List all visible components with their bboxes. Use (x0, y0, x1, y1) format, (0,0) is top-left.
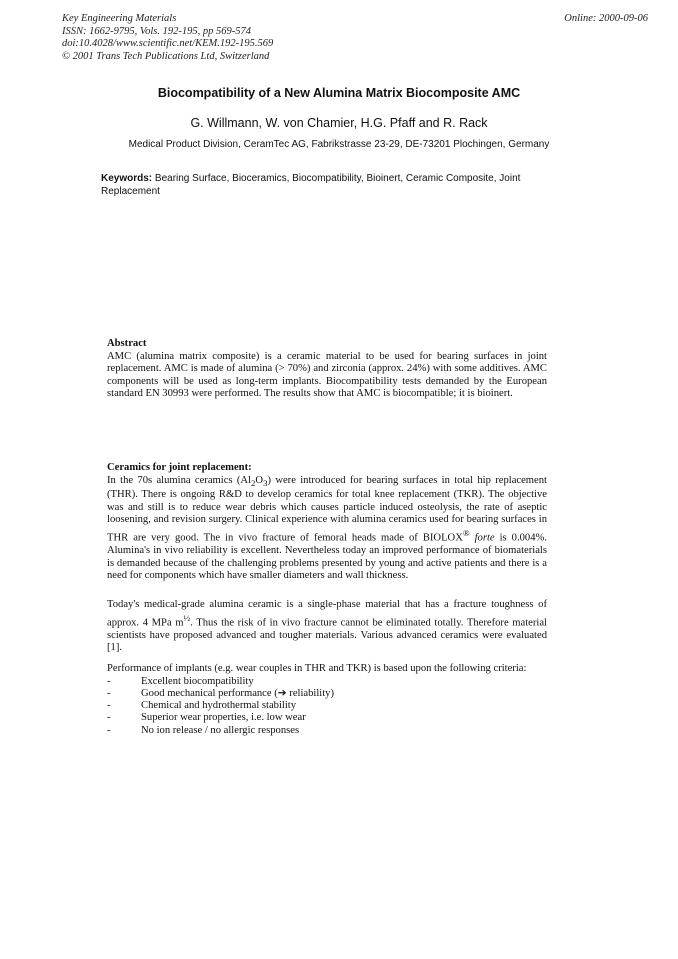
ceramics-paragraph-1 (107, 475, 547, 583)
online-date: Online: 2000-09-06 (564, 13, 648, 24)
p2-text-b: . Thus the risk of in vivo fracture cannot be eliminated totally. Therefore material scientists have proposed advanced and tougher materials. Various advanced ceramics were evaluated [1]. (107, 617, 547, 654)
p1-text-a: In the 70s alumina ceramics (Al (107, 474, 251, 486)
criteria-item (107, 712, 547, 724)
p1-text-d: is 0.004%. Alumina's in vivo reliability is excellent. Nevertheless today an improved performance of biomaterials is demanded because of the challenging problems presented by young and active patients and there is a need for components which have smaller diameters and wall thickness. (107, 532, 547, 582)
criteria-text: Good mechanical performance (➔ reliability) (141, 687, 335, 699)
bullet-dash: - (107, 675, 111, 687)
p1-sub-3: 3 (263, 477, 268, 488)
abstract-text: AMC (alumina matrix composite) is a ceramic material to be used for bearing surfaces in joint replacement. AMC is made of alumina (> 70%) and zirconia (approx. 24%) with some additives. AMC components will be used as long-term implants. Biocompatibility tests demanded by the European standard EN 30993 were performed. The results show that AMC is biocompatible; it is bioinert. (107, 350, 547, 400)
p2-text (107, 599, 547, 655)
paper-authors: G. Willmann, W. von Chamier, H.G. Pfaff and R. Rack (190, 116, 488, 130)
criteria-text: Superior wear properties, i.e. low wear (141, 712, 306, 724)
paper-affiliation: Medical Product Division, CeramTec AG, Fabrikstrasse 23-29, DE-73201 Plochingen, Germany (128, 139, 550, 150)
criteria-text: Excellent biocompatibility (141, 675, 254, 687)
criteria-text: Chemical and hydrothermal stability (141, 700, 297, 712)
bullet-dash: - (107, 712, 111, 724)
keywords-text: Bearing Surface, Bioceramics, Biocompatibility, Bioinert, Ceramic Composite, Joint Replacement (101, 173, 521, 197)
criteria-list (107, 676, 547, 737)
issn-line: ISSN: 1662-9795, Vols. 192-195, pp 569-574 (62, 25, 251, 37)
bullet-dash: - (107, 687, 111, 699)
abstract-heading: Abstract (107, 338, 147, 349)
paper-title: Biocompatibility of a New Alumina Matrix Biocomposite AMC (157, 86, 521, 100)
criteria-item (107, 688, 547, 700)
criteria-item (107, 700, 547, 712)
criteria-item (107, 725, 547, 737)
ceramics-section (107, 462, 547, 583)
p1-text-b: O (255, 474, 264, 486)
ceramics-heading: Ceramics for joint replacement: (107, 462, 252, 473)
copyright-line: © 2001 Trans Tech Publications Ltd, Switzerland (62, 50, 270, 62)
p1-text-c: ) were introduced for bearing surfaces in total hip replacement (THR). There is ongoing R&D to develop ceramics for total knee replacement (TKR). The objective was and still is to reduce wear debris which causes particle induced osteolysis, the rate of aseptic loosening, and revision surgery. Clinical experience with alumina ceramics used for bearing surfaces in THR are very good. The in vivo fracture of femoral heads made of BIOLOX (107, 474, 547, 544)
p2-sup: ½ (183, 612, 191, 623)
publication-meta (62, 13, 273, 63)
criteria-text: No ion release / no allergic responses (141, 724, 300, 736)
abstract-section (107, 338, 547, 401)
keywords-label: Keywords: (101, 173, 153, 184)
keywords (101, 172, 541, 198)
bullet-dash: - (107, 700, 111, 712)
p2-text-a: Today's medical-grade alumina ceramic is a single-phase material that has a fracture toughness of approx. 4 MPa m (107, 599, 547, 629)
p1-registered: ® (462, 528, 470, 539)
p1-forte: forte (474, 532, 495, 544)
bullet-dash: - (107, 724, 111, 736)
p3-intro: Performance of implants (e.g. wear couples in THR and TKR) is based upon the following criteria: (107, 663, 527, 674)
doi-line: doi:10.4028/www.scientific.net/KEM.192-195.569 (62, 38, 274, 49)
journal-name: Key Engineering Materials (62, 13, 177, 24)
criteria-item (107, 676, 547, 688)
p1-sub-2: 2 (250, 477, 256, 488)
ceramics-paragraph-2 (107, 599, 547, 655)
ceramics-paragraph-3 (107, 663, 547, 737)
